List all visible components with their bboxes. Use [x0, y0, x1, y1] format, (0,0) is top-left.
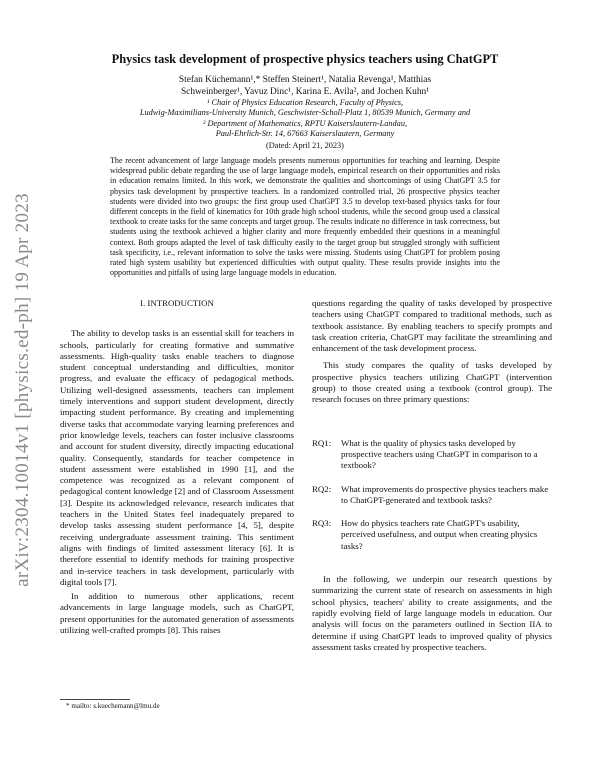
- research-question-label: RQ3:: [312, 518, 332, 529]
- arxiv-identifier: arXiv:2304.10014v1 [physics.ed-ph] 19 Apr 2023: [12, 193, 34, 587]
- section-heading-introduction: I. INTRODUCTION: [140, 298, 214, 308]
- author-line: Schweinberger¹, Yavuz Dinc¹, Karina E. Avila², and Jochen Kuhn¹: [180, 87, 430, 97]
- research-question-text: What is the quality of physics tasks developed by prospective teachers using ChatGPT in comparison to a textbook?: [341, 437, 538, 471]
- body-paragraph: The ability to develop tasks is an essential skill for teachers in schools, particularly for creating formative and summative assessments. High-quality tasks enable teachers to diagnose student conceptual understanding and difficulties, monitor progress, and evaluate the efficacy of pedagogical methods. Utilizing well-designed assessments, teachers can implement timely interventions and support student development, directly impacting student performance. By creating and implementing diverse tasks that accommodate varying learning preferences and prior knowledge levels, teachers can foster inclusive classrooms and account for student diversity, directly impacting educational quality. Consequently, standards for teacher competence in student assessment were established in 1990 [1], and the competence was recognized as a relevant component of pedagogical content knowledge [2] and of Classroom Assessment [3]. Despite its acknowledged relevance, research indicates that teachers in the United States feel inadequately prepared to develop tasks assessing student performance [4, 5], despite receiving undergraduate assessment training. This sentiment aligns with findings of limited assessment literacy [6]. It is therefore essential to identify methods for training prospective and in-service teachers in task development, particularly with digital tools [7].: [60, 328, 294, 587]
- paper-title: Physics task development of prospective physics teachers using ChatGPT: [111, 52, 499, 66]
- footnote: * mailto: s.kuechemann@lmu.de: [66, 702, 160, 710]
- right-column: [312, 298, 552, 653]
- affiliations: [80, 98, 530, 139]
- footnote-divider: [60, 699, 130, 700]
- research-question: [312, 484, 552, 507]
- affiliation-line: Ludwig-Maximilians-University Munich, Geschwister-Scholl-Platz 1, 80539 Munich, Germany and: [139, 108, 471, 118]
- research-question: [312, 438, 552, 472]
- body-paragraph: In addition to numerous other applications, recent advancements in large language models, such as ChatGPT, present opportunities for the automated generation of assessments utilizing well-crafted prompts [8]. This raises: [60, 591, 294, 636]
- research-question-text: What improvements do prospective physics teachers make to ChatGPT-generated and textbook tasks?: [341, 483, 549, 505]
- left-column: [60, 298, 294, 636]
- research-question-label: RQ2:: [312, 483, 332, 494]
- arxiv-identifier-sidebar: [4, 180, 42, 600]
- date-line: (Dated: April 21, 2023): [266, 141, 344, 150]
- body-paragraph: questions regarding the quality of tasks developed by prospective teachers using ChatGPT compared to traditional methods, such as textbook assistance. By enabling teachers to specify prompts and task creation criteria, ChatGPT may facilitate the streamlining and enhancement of the task development process.: [312, 298, 552, 354]
- body-paragraph: This study compares the quality of tasks developed by prospective physics teachers utilizing ChatGPT (intervention group) to those created using a textbook (control group). The research focuses on three primary questions:: [312, 360, 552, 405]
- research-question-label: RQ1:: [312, 437, 332, 448]
- body-paragraph: In the following, we underpin our research questions by summarizing the current state of research on assessments in high school physics, teachers' ability to create assignments, and the rapidly evolving field of large language models in education. Our analysis will focus on the parameters outlined in Section IIA to determine if using ChatGPT leads to improved quality of physics assessment tasks created by prospective teachers.: [312, 574, 552, 652]
- author-line: Stefan Küchemann¹,* Steffen Steinert¹, Natalia Revenga¹, Matthias: [178, 75, 432, 85]
- research-question: [312, 518, 552, 552]
- affiliation-line: Paul-Ehrlich-Str. 14, 67663 Kaiserslautern, Germany: [215, 128, 395, 138]
- affiliation-line: ¹ Chair of Physics Education Research, Faculty of Physics,: [206, 98, 404, 107]
- research-question-text: How do physics teachers rate ChatGPT's usability, perceived usefulness, and output when creating physics tasks?: [341, 518, 538, 551]
- author-list: [120, 74, 490, 98]
- abstract: The recent advancement of large language models presents numerous opportunities for teaching and learning. Despite widespread public debate regarding the use of large language models, empirical research on their opportunities and risks in education remains limited. In this work, we demonstrate the qualities and shortcomings of using ChatGPT 3.5 for physics task development by prospective teachers. In a randomized controlled trial, 26 prospective physics teacher students were divided into two groups: the first group used ChatGPT 3.5 to develop text-based physics tasks for four different concepts in the field of kinematics for 10th grade high school students, while the second group used a classical textbook to create tasks for the same concepts and target group. The results indicate no difference in task correctness, but students using the textbook achieved a higher clarity and more frequently embedded their questions in a meaningful context. Both groups adapted the level of task difficulty easily to the target group but struggled strongly with sufficient task specificity, i.e., relevant information to solve the tasks were missing. Students using ChatGPT for problem posing rated high system usability but experienced difficulties with output quality. These results provide insights into the opportunities and pitfalls of using large language models in education.: [110, 156, 500, 278]
- affiliation-line: ² Department of Mathematics, RPTU Kaiserslautern-Landau,: [202, 118, 408, 128]
